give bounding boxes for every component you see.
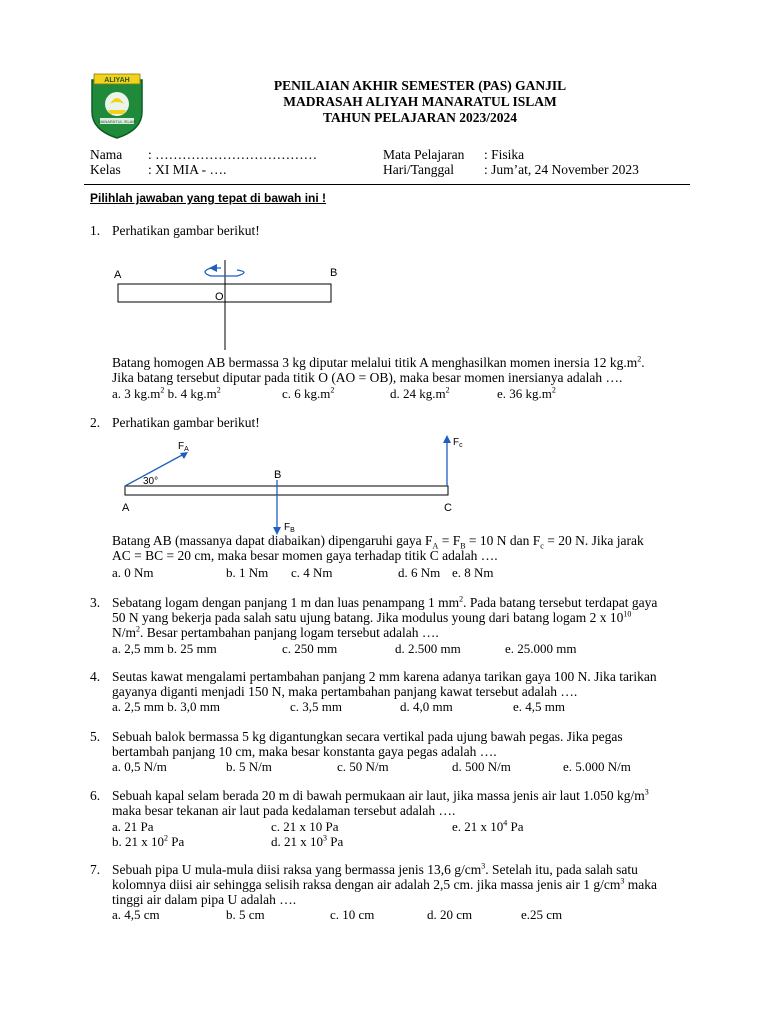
q7-line-2: kolomnya diisi air sehingga selisih raksa dengan air adalah 2,5 cm. jika massa jenis air 1 $g/cm^3$ maka	[112, 876, 657, 892]
q5-option-c[interactable]: c. 50 N/m	[337, 759, 389, 774]
q4-line-2: gayanya diganti menjadi 150 N, maka pertambahan panjang kawat tersebut adalah ….	[112, 684, 578, 699]
logo-text: ALIYAH	[104, 77, 130, 84]
q4-option-e[interactable]: e. 4,5 mm	[513, 699, 565, 714]
q3-option-c[interactable]: c. 250 mm	[282, 641, 338, 656]
q3-option-ab[interactable]: a. 2,5 mm b. 25 mm	[112, 641, 217, 656]
q5-option-d[interactable]: d. 500 N/m	[452, 759, 511, 774]
q2-option-c[interactable]: c. 4 Nm	[291, 565, 333, 580]
header-divider	[84, 184, 690, 185]
q2-intro: Perhatikan gambar berikut!	[112, 415, 260, 430]
q1-label-a: A	[114, 269, 122, 281]
q6-option-e[interactable]: e. 21 x $10^4$ Pa	[452, 818, 524, 834]
q2-text-2: AC = BC = 20 cm, maka besar momen gaya terhadap titik C adalah ….	[112, 548, 498, 563]
q2-option-e[interactable]: e. 8 Nm	[452, 565, 494, 580]
q2-label-a: A	[122, 502, 130, 514]
svg-text:Fc: $F_c$	[453, 437, 463, 449]
q4-option-d[interactable]: d. 4,0 mm	[400, 699, 453, 714]
q4-line-1: Seutas kawat mengalami pertambahan panjang 2 mm karena adanya tarikan gaya 100 N. Jika tarikan	[112, 669, 657, 684]
mapel-value: : Fisika	[484, 147, 525, 162]
q6-option-c[interactable]: c. 21 x 10 Pa	[271, 819, 339, 834]
q1-option-a[interactable]: a. 3 $kg.m^2$ b. 4 $kg.m^2$	[112, 385, 221, 401]
q5-number: 5.	[90, 729, 101, 744]
q1-text-2: Jika batang tersebut diputar pada titik O (AO = OB), maka besar momen inersianya adalah ….	[112, 370, 623, 385]
header-line-3: TAHUN PELAJARAN 2023/2024	[322, 110, 517, 125]
q7-line-1: Sebuah pipa U mula-mula diisi raksa yang bermassa jenis 13,6 $g/cm^3$. Setelah itu, pada salah satu	[112, 861, 638, 877]
header-line-1: PENILAIAN AKHIR SEMESTER (PAS) GANJIL	[273, 78, 567, 93]
q1-label-o: O	[215, 291, 224, 303]
q1-label-b: B	[330, 267, 338, 279]
q2-option-d[interactable]: d. 6 Nm	[398, 565, 441, 580]
logo-caption: MANARATUL ISLAM	[98, 119, 136, 124]
q2-label-b: B	[274, 469, 282, 481]
q5-option-a[interactable]: a. 0,5 N/m	[112, 759, 167, 774]
q4-option-c[interactable]: c. 3,5 mm	[290, 699, 342, 714]
q1-option-c[interactable]: c. 6 $kg.m^2$	[282, 385, 335, 401]
q1-figure	[105, 258, 345, 358]
q7-option-c[interactable]: c. 10 cm	[330, 907, 375, 922]
q3-option-d[interactable]: d. 2.500 mm	[395, 641, 461, 656]
q2-text-1: Batang AB (massanya dapat diabaikan) dipengaruhi gaya $F_A = F_B = 10$ N dan $F_c = 20$ N. Jika jarak	[112, 533, 644, 551]
q1-option-e[interactable]: e. 36 $kg.m^2$	[497, 385, 556, 401]
q5-line-2: bertambah panjang 10 cm, maka besar konstanta gaya pegas adalah ….	[112, 744, 497, 759]
q2-label-c: C	[444, 502, 452, 514]
q7-option-a[interactable]: a. 4,5 cm	[112, 907, 160, 922]
kelas-label: Kelas	[90, 162, 121, 177]
nama-value: : ………………………………	[148, 147, 318, 162]
q7-option-b[interactable]: b. 5 cm	[226, 907, 265, 922]
school-logo	[86, 72, 148, 140]
svg-text:FA: $F_A$	[178, 441, 189, 453]
q4-option-ab[interactable]: a. 2,5 mm b. 3,0 mm	[112, 699, 220, 714]
q5-line-1: Sebuah balok bermassa 5 kg digantungkan secara vertikal pada ujung bawah pegas. Jika pegas	[112, 729, 623, 744]
q2-angle: 30°	[143, 476, 159, 487]
q6-option-d[interactable]: d. 21 x $10^3$ Pa	[271, 833, 344, 849]
q3-line-3: $N/m^2$. Besar pertambahan panjang logam tersebut adalah ….	[112, 624, 439, 640]
q2-option-b[interactable]: b. 1 Nm	[226, 565, 269, 580]
mapel-label: Mata Pelajaran	[383, 147, 465, 162]
instruction: Pilihlah jawaban yang tepat di bawah ini !	[90, 191, 327, 205]
q2-label-fb: F	[284, 522, 291, 533]
q2-label-fa: F	[178, 441, 185, 452]
q5-option-b[interactable]: b. 5 N/m	[226, 759, 272, 774]
q7-option-e[interactable]: e.25 cm	[521, 907, 563, 922]
q6-option-a[interactable]: a. 21 Pa	[112, 819, 154, 834]
q6-number: 6.	[90, 788, 101, 803]
q3-line-1: Sebatang logam dengan panjang 1 m dan luas penampang 1 $mm^2$. Pada batang tersebut terdapat gaya	[112, 594, 658, 610]
q2-figure	[110, 432, 480, 536]
q5-option-e[interactable]: e. 5.000 N/m	[563, 759, 631, 774]
q1-text-1: Batang homogen AB bermassa 3 kg diputar melalui titik A menghasilkan momen inersia 12 $kg.m^2$.	[112, 354, 645, 370]
q1-number: 1.	[90, 223, 101, 238]
q7-option-d[interactable]: d. 20 cm	[427, 907, 473, 922]
q1-intro: Perhatikan gambar berikut!	[112, 223, 260, 238]
q2-label-fc: F	[453, 437, 460, 448]
q6-option-b[interactable]: b. 21 x $10^2$ Pa	[112, 833, 185, 849]
q3-option-e[interactable]: e. 25.000 mm	[505, 641, 577, 656]
q7-number: 7.	[90, 862, 101, 877]
header-line-2: MADRASAH ALIYAH MANARATUL ISLAM	[283, 94, 557, 109]
q3-number: 3.	[90, 595, 101, 610]
hari-label: Hari/Tanggal	[383, 162, 455, 177]
q2-number: 2.	[90, 415, 101, 430]
svg-text:FB: $F_B$	[284, 522, 295, 534]
kelas-value: : XI MIA - ….	[148, 162, 227, 177]
q4-number: 4.	[90, 669, 101, 684]
q1-option-d[interactable]: d. 24 $kg.m^2$	[390, 385, 450, 401]
q7-line-3: tinggi air dalam pipa U adalah ….	[112, 892, 297, 907]
q2-option-a[interactable]: a. 0 Nm	[112, 565, 154, 580]
nama-label: Nama	[90, 147, 123, 162]
q6-line-2: maka besar tekanan air laut pada kedalaman tersebut adalah ….	[112, 803, 456, 818]
hari-value: : Jum’at, 24 November 2023	[484, 162, 639, 177]
q6-line-1: Sebuah kapal selam berada 20 m di bawah permukaan air laut, jika massa jenis air laut 1.050 $kg/m^3$	[112, 787, 649, 803]
q3-line-2: 50 N yang bekerja pada salah satu ujung batang. Jika modulus young dari batang logam 2 x $10^{10}$	[112, 609, 632, 625]
